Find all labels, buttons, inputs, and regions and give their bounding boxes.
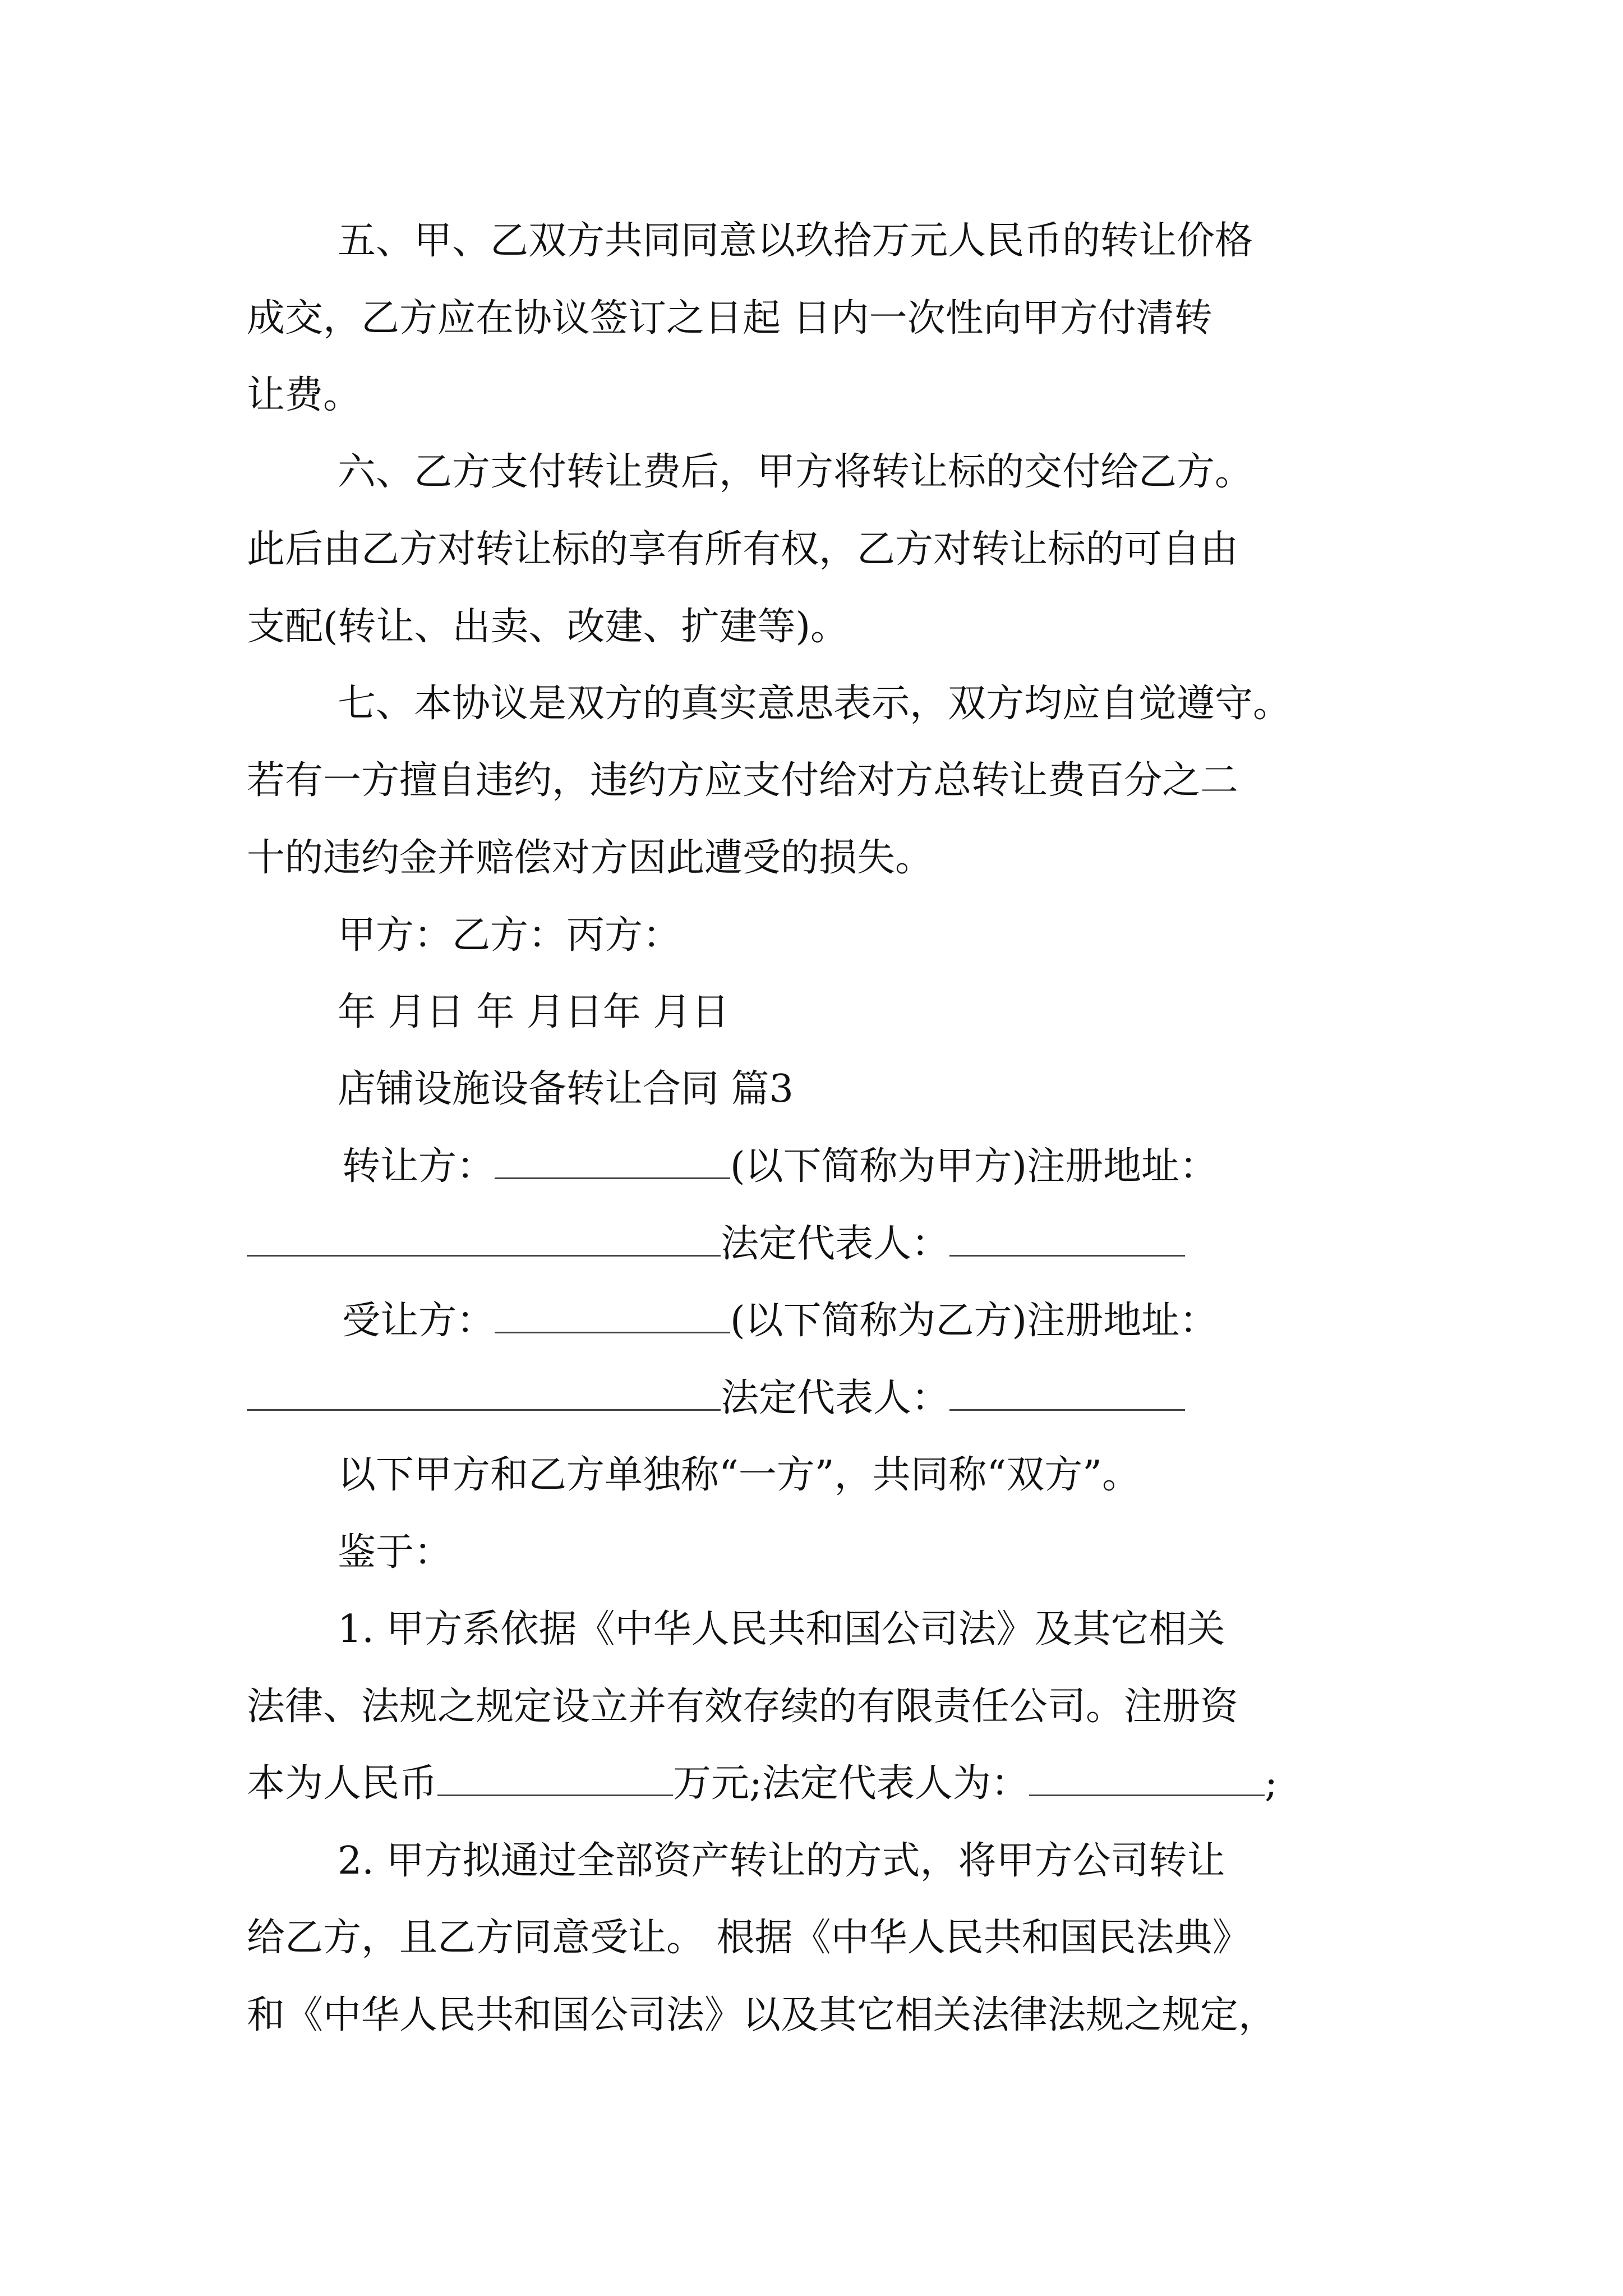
transferee-address-blank <box>247 1377 721 1411</box>
capital-line <box>247 1761 1278 1806</box>
paragraph-line: 此后由乙方对转让标的享有所有权，乙方对转让标的可自由 <box>247 527 1239 572</box>
paragraph-line: 若有一方擅自违约，违约方应支付给对方总转让费百分之二 <box>247 758 1239 803</box>
section-heading: 店铺设施设备转让合同 篇3 <box>338 1067 794 1111</box>
paragraph-line: 成交，乙方应在协议签订之日起 日内一次性向甲方付清转 <box>247 296 1212 341</box>
transferee-label: 受让方： <box>342 1299 495 1343</box>
transferee-line <box>342 1299 1218 1343</box>
transferor-line <box>342 1144 1218 1189</box>
signature-parties-line: 甲方：乙方：丙方： <box>338 913 681 958</box>
paragraph-line: 2. 甲方拟通过全部资产转让的方式，将甲方公司转让 <box>338 1839 1225 1883</box>
paragraph-line: 七、本协议是双方的真实意思表示，双方均应自觉遵守。 <box>338 682 1292 726</box>
transferee-note: (以下简称为乙方)注册地址： <box>730 1299 1218 1343</box>
transferor-note: (以下简称为甲方)注册地址： <box>730 1144 1218 1189</box>
legal-representative-label: 法定代表人： <box>721 1222 950 1266</box>
paragraph-line: 1. 甲方系依据《中华人民共和国公司法》及其它相关 <box>338 1607 1225 1651</box>
capital-label: 本为人民币 <box>247 1761 438 1806</box>
paragraph-line: 让费。 <box>247 373 362 417</box>
transferee-name-blank <box>495 1299 730 1333</box>
representative-name-blank <box>1029 1762 1265 1796</box>
paragraph-line: 和《中华人民共和国公司法》以及其它相关法律法规之规定， <box>247 1993 1277 2037</box>
transferee-representative-blank <box>949 1377 1185 1411</box>
paragraph-line: 十的违约金并赔偿对方因此遭受的损失。 <box>247 836 934 880</box>
capital-amount-blank <box>437 1762 673 1796</box>
paragraph-line: 六、乙方支付转让费后，甲方将转让标的交付给乙方。 <box>338 450 1253 494</box>
paragraph-line: 法律、法规之规定设立并有效存续的有限责任公司。注册资 <box>247 1685 1239 1729</box>
paragraph-line: 支配(转让、出卖、改建、扩建等)。 <box>247 605 849 649</box>
legal-representative-label: 法定代表人： <box>721 1376 950 1420</box>
whereas-heading: 鉴于： <box>338 1530 453 1575</box>
signature-date-line: 年 月日 年 月日年 月日 <box>338 990 730 1034</box>
capital-representative-label: 万元;法定代表人为： <box>673 1761 1029 1806</box>
paragraph-line: 五、甲、乙双方共同同意以玖拾万元人民币的转让价格 <box>338 219 1253 263</box>
line-end-punctuation: ; <box>1264 1761 1278 1806</box>
paragraph-line: 给乙方，且乙方同意受让。 根据《中华人民共和国民法典》 <box>247 1916 1251 1960</box>
transferor-address-blank <box>247 1222 721 1257</box>
transferor-name-blank <box>495 1145 730 1179</box>
transferor-label: 转让方： <box>342 1144 495 1189</box>
transferor-address-line <box>247 1222 1185 1267</box>
transferee-address-line <box>247 1376 1185 1421</box>
paragraph-line: 以下甲方和乙方单独称“一方”，共同称“双方”。 <box>338 1453 1141 1497</box>
transferor-representative-blank <box>949 1222 1185 1257</box>
